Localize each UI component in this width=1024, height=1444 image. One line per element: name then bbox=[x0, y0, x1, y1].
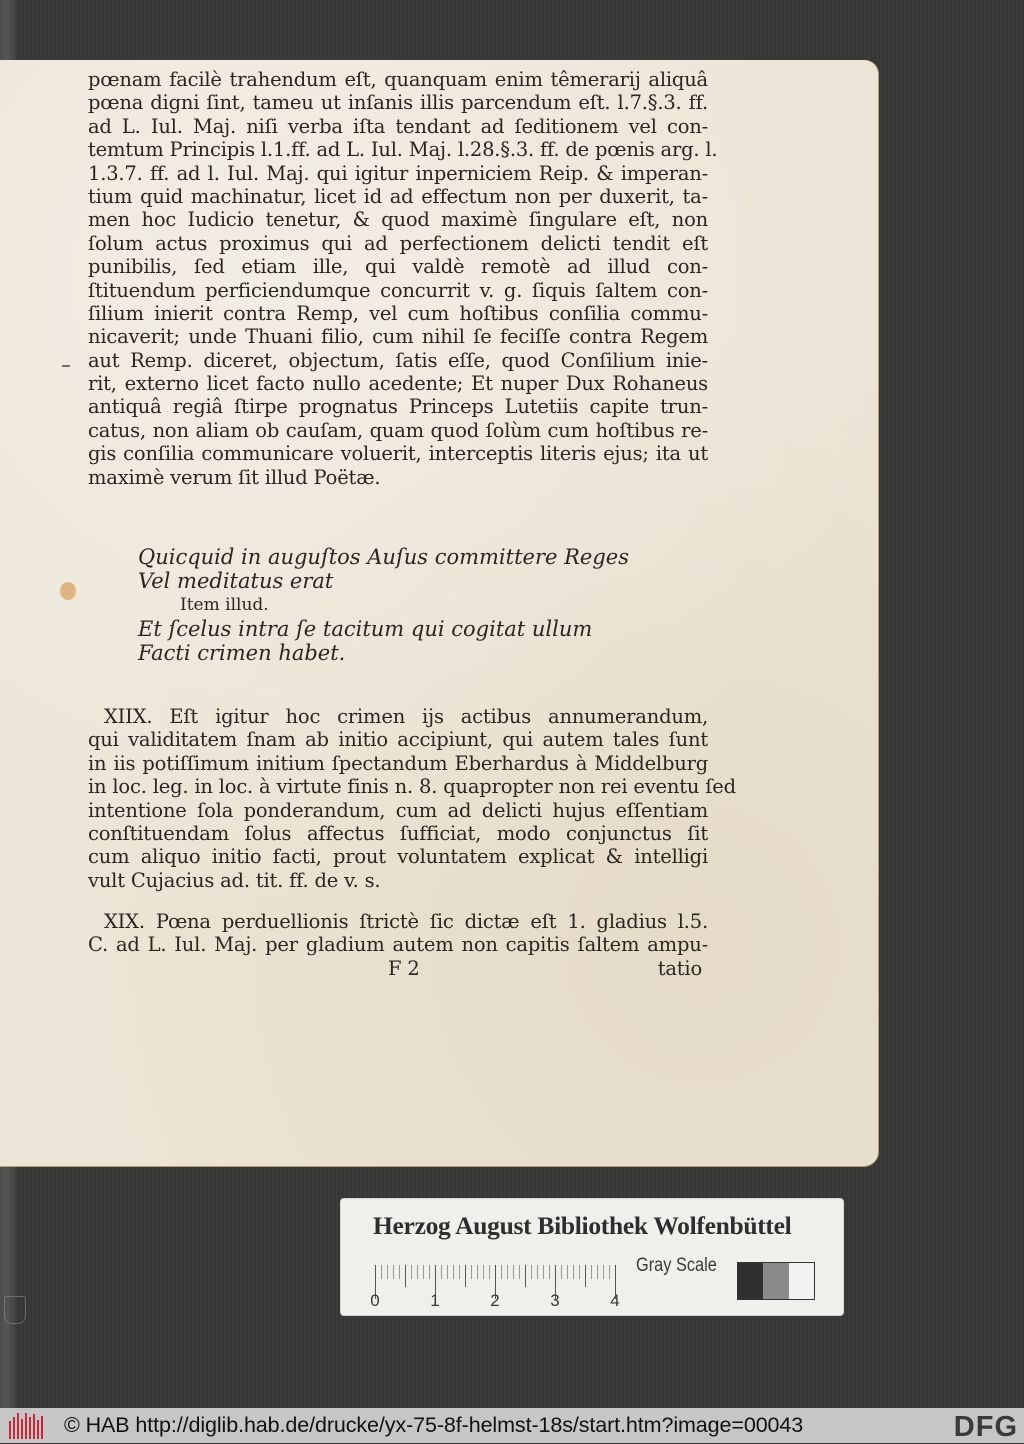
catchword: tatio bbox=[657, 956, 702, 980]
text-line: men hoc Iudicio tenetur, & quod maximè ſingulare eſt, non bbox=[88, 208, 708, 232]
verse-line: Vel meditatus erat bbox=[138, 569, 334, 593]
verse-quotation bbox=[138, 545, 658, 665]
swatch-dark bbox=[738, 1263, 763, 1299]
clip-mark-icon bbox=[4, 1296, 26, 1324]
text-line: tium quid machinatur, licet id ad effectum non per duxerit, ta- bbox=[88, 184, 708, 208]
swatch-mid bbox=[763, 1263, 788, 1299]
scale-ruler bbox=[370, 1265, 620, 1310]
gray-scale-swatch bbox=[737, 1262, 815, 1300]
text-line: ſolum actus proximus qui ad perfectionem delicti tendit eſt bbox=[88, 231, 708, 255]
text-line: intentione ſola ponderandum, cum ad delicti hujus eſſentiam bbox=[88, 798, 708, 822]
text-line: rit, externo licet facto nullo acedente; Et nuper Dux Rohaneus bbox=[88, 372, 708, 396]
section-xiix bbox=[88, 705, 736, 892]
verse-line: Quicquid in auguſtos Auſus committere Reges bbox=[138, 545, 629, 569]
text-line: XIX. Pœna perduellionis ſtrictè ſic dictæ eſt 1. gladius l.5. bbox=[104, 910, 708, 933]
text-line: in loc. leg. in loc. à virtute finis n. 8. quapropter non rei eventu ſed bbox=[88, 775, 736, 799]
main-paragraph bbox=[88, 68, 718, 489]
text-line: vult Cujacius ad. tit. ff. de v. s. bbox=[88, 868, 381, 892]
text-line: in iis potiſſimum initium ſpectandum Eberhardus à Middelburg bbox=[88, 751, 708, 775]
dfg-logo[interactable]: DFG bbox=[953, 1411, 1018, 1443]
text-line: ad L. Iul. Maj. niſi verba iſta tendant ad ſeditionem vel con- bbox=[88, 114, 708, 138]
text-line: pœna digni ſint, tameu ut inſanis illis parcendum eſt. l.7.§.3. ff. bbox=[88, 91, 708, 115]
paper-stain bbox=[60, 582, 76, 600]
text-line: ſtituendum perficiendumque concurrit v. g. ſiquis ſaltem con- bbox=[88, 278, 708, 302]
permalink-url[interactable]: © HAB http://diglib.hab.de/drucke/yx-75-8f-helmst-18s/start.htm?image=00043 bbox=[64, 1413, 804, 1437]
text-line: qui validitatem ſnam ab initio accipiunt, qui autem tales ſunt bbox=[88, 728, 708, 752]
text-line: cum aliquo initio facti, prout voluntatem explicat & intelligi bbox=[88, 845, 708, 869]
verse-line: Facti crimen habet. bbox=[138, 641, 346, 665]
text-line: nicaverit; unde Thuani filio, cum nihil ſe feciſſe contra Regem bbox=[88, 325, 708, 349]
page-footer-row bbox=[88, 957, 708, 980]
text-line: temtum Principis l.1.ff. ad L. Iul. Maj. l.28.§.3. ff. de pœnis arg. l. bbox=[88, 138, 718, 162]
gray-scale-label: Gray Scale bbox=[636, 1255, 717, 1276]
text-line: antiquâ regiâ ſtirpe prognatus Princeps Lutetiis capite trun- bbox=[88, 395, 708, 419]
verse-line: Et ſcelus intra ſe tacitum qui cogitat ullum bbox=[138, 617, 593, 641]
text-line: punibilis, ſed etiam ille, qui valdè remotè ad illud con- bbox=[88, 255, 708, 279]
text-line: pœnam facilè trahendum eſt, quanquam enim têmerarij aliquâ bbox=[88, 68, 708, 91]
ruler-number: 1 bbox=[430, 1291, 440, 1310]
text-line: conſtituendam ſolus affectus ſufficiat, modo conjunctus ſit bbox=[88, 821, 708, 845]
text-line: catus, non aliam ob cauſam, quam quod ſolùm cum hoſtibus re- bbox=[88, 418, 708, 442]
ruler-number: 2 bbox=[490, 1291, 500, 1310]
margin-mark bbox=[62, 365, 70, 367]
text-line: ſilium inierit contra Remp, vel cum hoſtibus conſilia commu- bbox=[88, 301, 708, 325]
footer-bar bbox=[0, 1408, 1024, 1443]
text-line: 1.3.7. ff. ad l. Iul. Maj. qui igitur inperniciem Reip. & imperan- bbox=[88, 161, 708, 185]
ruler-number: 3 bbox=[550, 1291, 560, 1310]
ruler-number: 0 bbox=[370, 1291, 380, 1310]
library-color-label bbox=[341, 1199, 843, 1315]
library-name: Herzog August Bibliothek Wolfenbüttel bbox=[373, 1211, 792, 1240]
text-line: XIIX. Eſt igitur hoc crimen ijs actibus annumerandum, bbox=[104, 705, 708, 728]
swatch-light bbox=[789, 1263, 814, 1299]
ruler-number: 4 bbox=[610, 1291, 620, 1310]
section-xix bbox=[88, 910, 708, 980]
text-line: gis conſilia communicare voluerit, interceptis literis ejus; ita ut bbox=[88, 442, 708, 466]
text-line: aut Remp. diceret, objectum, ſatis eſſe, quod Conſilium inie- bbox=[88, 348, 708, 372]
text-line: maximè verum ſit illud Poëtæ. bbox=[88, 465, 381, 489]
text-line: C. ad L. Iul. Maj. per gladium autem non capitis ſaltem ampu- bbox=[88, 933, 708, 957]
hab-logo-icon[interactable] bbox=[7, 1413, 47, 1439]
signature-mark: F 2 bbox=[388, 956, 420, 980]
verse-interjection: Item illud. bbox=[180, 595, 269, 615]
